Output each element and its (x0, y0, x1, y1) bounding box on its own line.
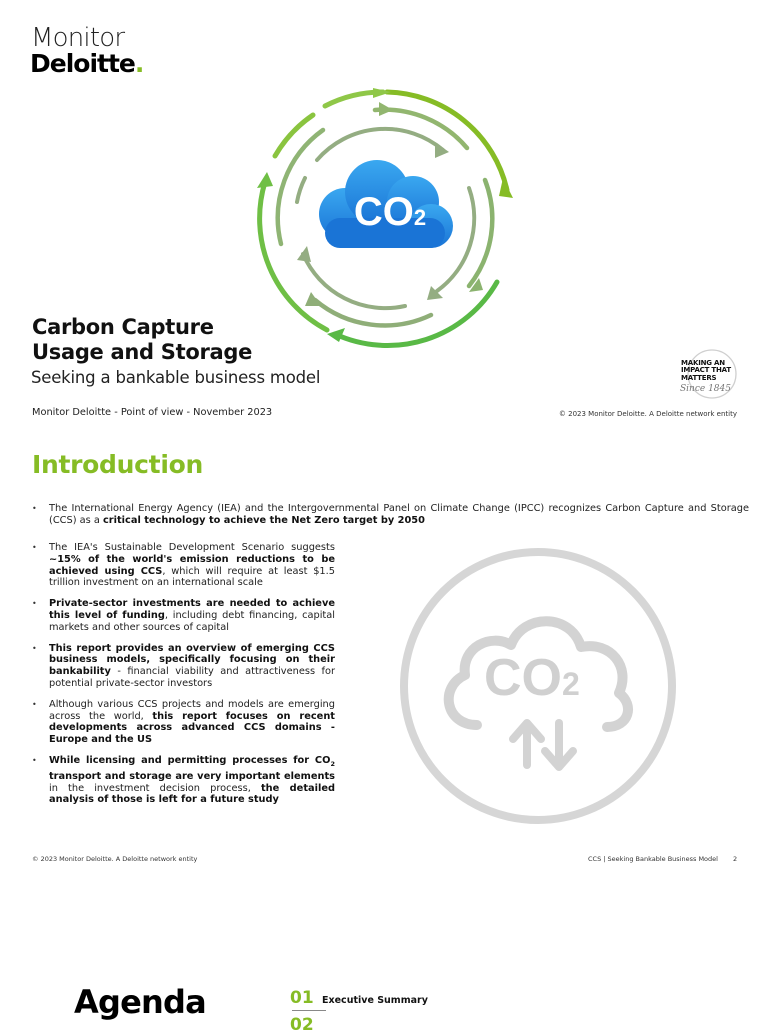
intro-title: Introduction (32, 450, 203, 479)
footer-copyright: © 2023 Monitor Deloitte. A Deloitte network entity (32, 855, 198, 863)
intro-top-bullet (32, 503, 749, 527)
footer-page-number: 2 (733, 855, 738, 863)
bullet-bold: While licensing and permitting processes for CO (49, 754, 331, 766)
badge-text: MAKING AN IMPACT THAT MATTERS (681, 359, 731, 382)
cover-page (0, 0, 768, 440)
list-item (32, 643, 335, 690)
big-co2-label (484, 650, 580, 712)
brand-deloitte-text: Deloitte (30, 49, 135, 78)
top-bullet-text: The International Energy Agency (IEA) and the Intergovernmental Panel on Climate Change (IPCC) recognizes Carbon Capture and Storage (CCS) as a (49, 503, 749, 526)
cover-copyright: © 2023 Monitor Deloitte. A Deloitte network entity (558, 410, 737, 418)
list-item (32, 699, 335, 746)
bullet-bold: this report focuses on recent developments across advanced CCS domains - Europe and the US (49, 710, 335, 746)
agenda-item-executive-summary[interactable]: Executive Summary (322, 995, 428, 1006)
agenda-divider (292, 1010, 326, 1011)
agenda-item-number: 01 (290, 988, 314, 1008)
bullet-text: - financial viability and attractiveness for potential private-sector investors (49, 666, 335, 689)
cover-meta: Monitor Deloitte - Point of view - November 2023 (32, 407, 273, 418)
badge-signature: Since 1845 (680, 384, 731, 394)
bullet-bold: the detailed analysis of those is left for a future study (49, 782, 335, 806)
impact-badge (679, 348, 737, 400)
brand-dot: . (134, 49, 144, 78)
list-item (32, 598, 335, 633)
agenda-item-number: 02 (290, 1015, 314, 1035)
co2-label (340, 190, 440, 240)
bullet-text: The IEA's Sustainable Development Scenario suggests (49, 542, 335, 553)
top-bullet-bold: critical technology to achieve the Net Zero target by 2050 (103, 514, 425, 526)
list-item (32, 755, 335, 806)
agenda-title: Agenda (74, 983, 206, 1021)
bullet-bold: ~15% of the world's emission reductions to be achieved using CCS (49, 553, 335, 577)
bullet-bold: Private-sector investments are needed to achieve this level of funding (49, 598, 335, 621)
footer-doc-title: CCS | Seeking Bankable Business Model (588, 855, 718, 863)
brand-deloitte (30, 50, 143, 78)
bullet-subscript: 2 (330, 759, 335, 768)
bullet-text: in the investment decision process, (49, 782, 261, 794)
bullet-text: , including debt financing, capital markets and other sources of capital (49, 609, 335, 633)
cover-title: Carbon Capture Usage and Storage (32, 315, 253, 364)
bullet-text: Although various CCS projects and models are emerging across the world, (49, 698, 335, 722)
co2-subscript: 2 (413, 205, 427, 230)
bullet-bold: transport and storage are very important elements (49, 770, 335, 782)
list-item (32, 542, 335, 589)
intro-bullet-list (32, 542, 335, 815)
bullet-text: , which will require at least $1.5 trillion investment on an international scale (49, 565, 336, 589)
big-co2-text: CO (484, 649, 562, 707)
co2-text: CO (353, 190, 414, 234)
bullet-bold: This report provides an overview of emerging CCS business models, specifically focusing on their bankability (49, 642, 335, 678)
brand-monitor: Monitor (31, 23, 125, 53)
cover-subtitle: Seeking a bankable business model (31, 368, 321, 387)
big-co2-subscript: 2 (562, 666, 580, 702)
